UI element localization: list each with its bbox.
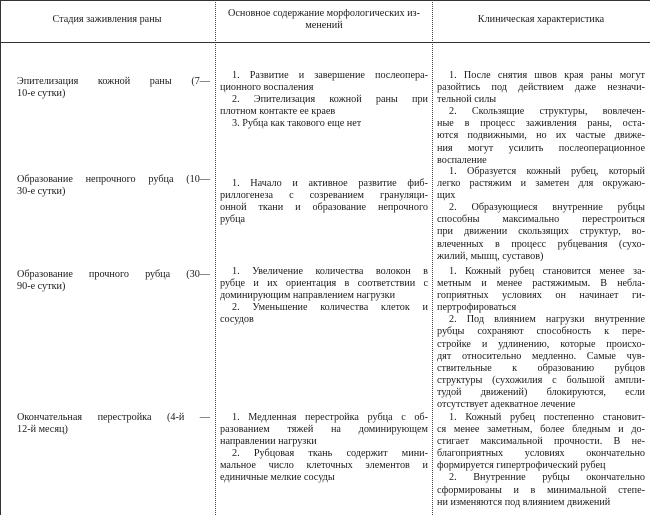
row-epithelization-stage	[17, 76, 210, 100]
text-line: разованием тяжей на доминирующем	[220, 424, 428, 436]
text-line: рубце и их ориентация в соответствии с	[220, 278, 428, 290]
text-line: ни изменяются под влиянием движений	[437, 496, 611, 508]
column-divider-2	[432, 0, 433, 515]
column-divider-1	[215, 0, 216, 515]
text-line: 2. Скользящие структуры, вовлечен-	[449, 106, 645, 118]
header-morphology	[220, 8, 428, 32]
text-line: 1. После снятия швов края раны могут	[449, 70, 645, 81]
text-line: стройке и удлинению, которые происхо-	[437, 338, 645, 350]
text-line: единичные мелкие сосуды	[220, 472, 335, 484]
text-line: 30-е сутки)	[17, 186, 66, 198]
text-line: 12-й месяц)	[17, 424, 68, 436]
table-top-border	[0, 0, 650, 1]
text-line: влеченных в процесс рубцевания (сухо-	[437, 238, 645, 250]
row-strong-scar-stage	[17, 269, 210, 293]
text-line: 1. Образуется кожный рубец, который	[449, 166, 645, 177]
header-stage	[4, 14, 210, 26]
row-weak-scar-clinical	[437, 166, 645, 263]
text-line: ния могут усилить послеоперационное	[437, 142, 645, 154]
text-line: жилий, мышц, суставов)	[437, 250, 544, 262]
text-line: Окончательная перестройка (4-й —	[17, 412, 210, 423]
text-line: 1. Увеличение количества волокон в	[232, 266, 428, 277]
row-strong-scar-clinical	[437, 266, 645, 411]
text-line: менений	[305, 20, 343, 31]
text-line: 1. Кожный рубец постепенно становит-	[449, 412, 645, 423]
table-left-border	[0, 0, 1, 515]
text-line: щих	[437, 190, 456, 202]
row-epithelization-morphology	[220, 70, 428, 130]
row-weak-scar-morphology	[220, 178, 428, 226]
text-line: ционного воспаления	[220, 82, 314, 94]
text-line: ся менее заметным, более бледным и до-	[437, 424, 645, 436]
text-line: доминирующим направлением нагрузки	[220, 290, 396, 302]
text-line: стигает максимальной прочности. В не-	[437, 436, 645, 448]
text-line: Эпителизация кожной раны (7—	[17, 76, 210, 87]
header-clinical	[437, 14, 645, 26]
text-line: рубца	[220, 214, 246, 226]
text-line: Стадия заживления раны	[52, 14, 162, 25]
row-final-remodeling-stage	[17, 412, 210, 436]
text-line: легко растяжим и заметен для окружаю-	[437, 178, 645, 190]
text-line: 1. Кожный рубец становится менее за-	[449, 266, 645, 277]
row-final-remodeling-morphology	[220, 412, 428, 485]
text-line: формируется гипертрофический рубец	[437, 460, 606, 472]
text-line: 1. Медленная перестройка рубца с об-	[232, 412, 428, 423]
text-line: ствительные к образованию рубцов	[437, 362, 645, 374]
text-line: дят относительно медленно. Самые чув-	[437, 350, 645, 362]
text-line: сосудов	[220, 314, 254, 326]
text-line: ные в процесс заживления раны, оста-	[437, 118, 645, 130]
row-final-remodeling-clinical	[437, 412, 645, 509]
text-line: отсутствует адекватное лечение	[437, 399, 576, 411]
text-line: риллогенеза с созреванием грануляци-	[220, 190, 428, 202]
text-line: мальное число клеточных элементов и	[220, 460, 428, 472]
text-line: тудой движений) блокируются, если	[437, 386, 645, 398]
text-line: структуры (сухожилия с большой ампли-	[437, 374, 645, 386]
text-line: Образование непрочного рубца (10—	[17, 174, 210, 185]
text-line: разойтись под действием даже незначи-	[437, 82, 645, 94]
text-line: 10-е сутки)	[17, 88, 66, 100]
text-line: сформированы и в минимальной степе-	[437, 484, 645, 496]
text-line: 2. Образующиеся внутренние рубцы	[449, 202, 645, 214]
text-line: рубцы сохраняют способность к пере-	[437, 326, 645, 338]
text-line: гоприятных условиях он начинает ги-	[437, 290, 645, 302]
text-line: Клиническая характеристика	[477, 14, 605, 25]
text-line: Основное содержание морфологических из-	[228, 8, 420, 19]
text-line: благоприятных условиях окончательно	[437, 448, 645, 460]
header-bottom-border	[0, 42, 650, 43]
text-line: 2. Внутренние рубцы окончательно	[449, 472, 645, 484]
text-line: метным и менее растяжимым. В небла-	[437, 278, 645, 290]
text-line: 1. Начало и активное развитие фиб-	[232, 178, 428, 189]
text-line: способны максимально перестроиться	[437, 214, 645, 226]
text-line: онной ткани и образование непрочного	[220, 202, 428, 214]
text-line: 2. Эпителизация кожной раны при	[232, 94, 428, 106]
row-epithelization-clinical	[437, 70, 645, 167]
text-line: 3. Рубца как такового еще нет	[232, 118, 362, 130]
text-line: при движении скользящих структур, во-	[437, 226, 645, 238]
text-line: 2. Уменьшение количества клеток и	[232, 302, 428, 314]
row-strong-scar-morphology	[220, 266, 428, 326]
text-line: воспаление	[437, 154, 487, 166]
text-line: 2. Рубцовая ткань содержит мини-	[232, 448, 428, 460]
text-line: ются подвижными, но их частые движе-	[437, 130, 645, 142]
text-line: тельной силы	[437, 94, 497, 106]
text-line: пертрофироваться	[437, 302, 517, 314]
text-line: 2. Под влиянием нагрузки внутренние	[449, 314, 645, 326]
row-weak-scar-stage	[17, 174, 210, 198]
text-line: 1. Развитие и завершение послеопера-	[232, 70, 428, 81]
text-line: плотном контакте ее краев	[220, 106, 336, 118]
text-line: 90-е сутки)	[17, 281, 66, 293]
text-line: направлении нагрузки	[220, 436, 317, 448]
text-line: Образование прочного рубца (30—	[17, 269, 210, 280]
